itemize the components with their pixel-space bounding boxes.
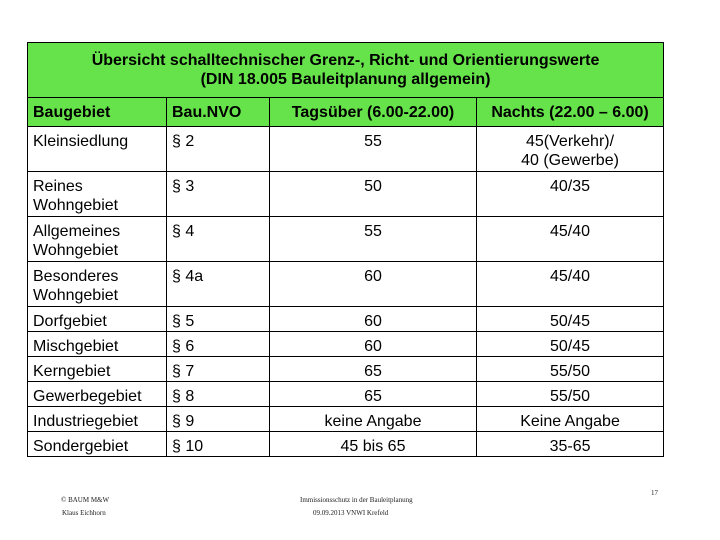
nachts-cell: 45(Verkehr)/ 40 (Gewerbe) [477, 127, 664, 172]
tagsueber-cell: 60 [270, 262, 477, 307]
table-row [28, 432, 664, 457]
table-row [28, 262, 664, 307]
baunvo-cell: § 9 [167, 407, 270, 432]
baugebiet-cell: Allgemeines Wohngebiet [28, 217, 167, 262]
baunvo-cell: § 4 [167, 217, 270, 262]
title-line-1: Übersicht schalltechnischer Grenz-, Richt- und Orientierungswerte [91, 52, 600, 69]
baunvo-cell: § 4a [167, 262, 270, 307]
tagsueber-cell: 45 bis 65 [270, 432, 477, 457]
nachts-cell: 50/45 [477, 307, 664, 332]
baugebiet-cell: Industriegebiet [28, 407, 167, 432]
footer-copyright: © BAUM M&W [61, 496, 110, 504]
baunvo-cell: § 6 [167, 332, 270, 357]
baugebiet-cell: Dorfgebiet [28, 307, 167, 332]
header-nachts: Nachts (22.00 – 6.00) [477, 98, 664, 127]
tagsueber-cell: 65 [270, 382, 477, 407]
baugebiet-cell: Besonderes Wohngebiet [28, 262, 167, 307]
baunvo-cell: § 7 [167, 357, 270, 382]
tagsueber-cell: 65 [270, 357, 477, 382]
table-row [28, 332, 664, 357]
table-body [28, 127, 664, 457]
tagsueber-cell: 55 [270, 127, 477, 172]
nachts-cell: Keine Angabe [477, 407, 664, 432]
baugebiet-cell: Reines Wohngebiet [28, 172, 167, 217]
baunvo-cell: § 8 [167, 382, 270, 407]
tagsueber-cell: 60 [270, 332, 477, 357]
nachts-cell: 55/50 [477, 382, 664, 407]
table-row [28, 382, 664, 407]
tagsueber-cell: 55 [270, 217, 477, 262]
footer-date: 09.09.2013 VNWI Krefeld [313, 509, 389, 517]
nachts-cell: 50/45 [477, 332, 664, 357]
footer-topic: Immissionsschutz in der Bauleitplanung [300, 496, 413, 504]
title-line-2: (DIN 18.005 Bauleitplanung allgemein) [200, 71, 491, 88]
baunvo-cell: § 10 [167, 432, 270, 457]
tagsueber-cell: 60 [270, 307, 477, 332]
nachts-cell: 45/40 [477, 217, 664, 262]
table-row [28, 127, 664, 172]
header-tagsueber: Tagsüber (6.00-22.00) [270, 98, 477, 127]
baunvo-cell: § 3 [167, 172, 270, 217]
nachts-cell: 35-65 [477, 432, 664, 457]
table-row [28, 407, 664, 432]
header-baunvo: Bau.NVO [167, 98, 270, 127]
header-baugebiet: Baugebiet [28, 98, 167, 127]
tagsueber-cell: keine Angabe [270, 407, 477, 432]
baugebiet-cell: Mischgebiet [28, 332, 167, 357]
baunvo-cell: § 5 [167, 307, 270, 332]
tagsueber-cell: 50 [270, 172, 477, 217]
table-row [28, 357, 664, 382]
baugebiet-cell: Kerngebiet [28, 357, 167, 382]
nachts-cell: 45/40 [477, 262, 664, 307]
page-number: 17 [651, 489, 658, 497]
table-row [28, 172, 664, 217]
table-title [28, 43, 664, 98]
baugebiet-cell: Sondergebiet [28, 432, 167, 457]
nachts-cell: 55/50 [477, 357, 664, 382]
limits-table [27, 42, 664, 457]
baunvo-cell: § 2 [167, 127, 270, 172]
nachts-cell: 40/35 [477, 172, 664, 217]
table-row [28, 217, 664, 262]
baugebiet-cell: Gewerbegebiet [28, 382, 167, 407]
footer-author: Klaus Eichhorn [62, 509, 106, 517]
baugebiet-cell: Kleinsiedlung [28, 127, 167, 172]
table-row [28, 307, 664, 332]
